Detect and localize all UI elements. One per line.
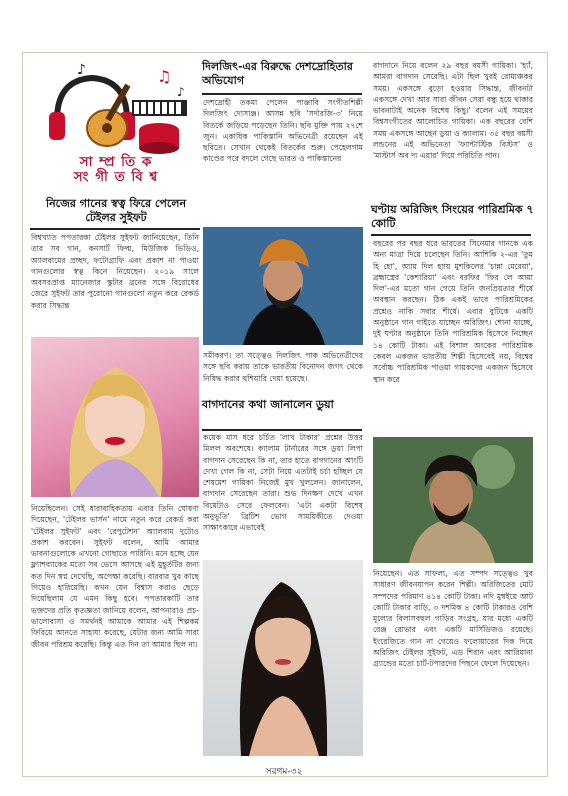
headline-divider [371,234,531,236]
arijit-intro-text: বছরের পর বছর ধরে ভারতের সিনেমার গানকে এক অন্য মাত্রা দিয়ে চলেছেন তিনি। আশিকি ২-এর 'তুম হি হো', অ্যায় দিল হ্যায় মুশকিলের 'চান্না মেরেয়া', ব্রহ্মাস্ত্রের 'কেশারিয়া' এবং বরফির 'ফির লে আয়া দিল'-এর মতো গান গেয়ে তিনি জনপ্রিয়তার শীর্ষে অবস্থান করছেন। ঠিক একই ভাবে পারিশ্রমিকের প্রশ্নেও নাকি সবার শীর্ষে। এবার বুটিকে একটি অনুষ্ঠানে গান গাইতে যাচ্ছেন অরিজিৎ। শোনা যাচ্ছে, দুই ঘণ্টার অনুষ্ঠানে তিনি পারিশ্রমিক হিসেবে নিচ্ছেন ১৪ কোটি টাকা। এই বিশাল অংকের পারিশ্রমিক কেবল একজন ভারতীয় শিল্পী হিসেবেই নয়, বিশ্বের সর্বোচ্চ পারিশ্রমিক পাওয়া গায়কদের একজন হিসেবে স্থান করে [373,239,533,384]
svg-text:♪: ♪ [77,62,86,78]
headline-divider [202,429,362,431]
svg-text:♫: ♫ [157,67,172,86]
section-title-line1: সা ম্প্র তি ক [79,154,153,170]
diljit-continued-text: সমীকরণ। তা সত্ত্বেও দিলজিৎ পাক অভিনেত্রীদের সঙ্গে ছবি করায় তাকে ভারতীয় বিনোদন জগৎ থেকে নিষিদ্ধ করার হুশিয়ারি দেয়া হয়েছে। [203,351,363,383]
diljit-intro [203,97,363,221]
taylor-intro-text: বিশ্বখ্যাত পপতারকা টেইলর সুইফট জানিয়েছেন, তিনি তার সব গান, কনসার্ট ফিল্ম, মিউজিক ভিডিও, অ্যালবামের প্রচ্ছদ, ফটোগ্রাফি এবং প্রকাশ না পাওয়া গানগুলোর স্বত্ব কিনে নিয়েছেন। ২০১৯ সালে অবসরপ্রাপ্ত ম্যানেজার স্কুটার ব্রনের সঙ্গে বিরোধের জেরে সুইফট তার পুরোনো গানগুলো নতুন করে রেকর্ড করার সিদ্ধান্ত [31,233,199,310]
diljit-intro-text: দেশদ্রোহী তকমা পেলেন পাঞ্জাবি সংগীতশিল্পী দিলজিৎ দোসাঞ্জ। আসন্ন ছবি 'সর্দারজি-৩' নিয়ে বিতর্কে জড়িয়ে পড়েছেন তিনি। ছবি মুক্তি পায় ২৭শে জুন। একাধিক পাকিস্তানি অভিনেত্রী রয়েছেন এই ছবিতে। সেখান থেকেই বিতর্কের শুরু। পেহেলগাম কাণ্ডের পরে বদলে গেছে ভারত ও পাকিস্তানের [203,98,363,164]
dua-continued [373,60,533,196]
dua-intro-text: কয়েক মাস ধরে চর্চিত 'লাখ টাকার' প্রশ্নের উত্তর মিলল অবশেষে। ক্যালাম টার্নারের সঙ্গে ডুয়া লিপা বাগদান সেরেছেন কি না, তার হাতে বাগদানের আংটি দেখা গেল কি না, সেটা নিয়ে এতটাই চর্চা হচ্ছিল যে শেষমেশ গায়িকা নিজেই মুখ খুললেন। জানালেন, বাগদান সেরেছেন তারা। শুভ দিনক্ষণ দেখে এখন বিয়েটাও সেরে ফেলবেন। 'এটা একটা বিশেষ অনুভূতি' ব্রিটিশ ভোগ সাময়িকীতে দেওয়া সাক্ষাৎকারে এভাবেই [203,433,363,533]
arijit-continued [373,568,533,758]
taylor-swift-photo [31,337,199,497]
dua-headline: বাগদানের কথা জানালেন ডুয়া [202,398,334,411]
taylor-intro [31,232,199,334]
taylor-continued [31,503,199,758]
taylor-continued-text: নিয়েছিলেন। সেই ধারাবাহিকতায় এবার তিনি ঘোষণা দিয়েছেন, 'টেইলর ভার্সন' নামে নতুন করে রেকর্ড করা 'টেইলর সুইফট' এবং 'রেপুটেশন' অ্যালবাম দুটোও প্রকাশ করবেন। সুইফট বলেন, আমি আমার ভাবনাগুলোকে এখনো গোছাতে পারিনি। মনে হচ্ছে যেন ফ্ল্যাশব্যাকের মতো সব ভেসে আসছে এই মুহূর্তটির জন্য কত দিন স্বপ্ন দেখেছি, অপেক্ষা করেছি। বারবার খুব কাছে গিয়েও হারিয়েছি। কখন যেন বিশ্বাস করাও ছেড়ে দিয়েছিলাম যে এমন কিছু হবে। পপতারকাটি তার ভক্তদের প্রতি কৃতজ্ঞতা জানিয়ে বলেন, আপনারাও প্রচ- ভালোবাসা ও সমর্থনই আমাকে আমার এই শিল্পকর্ম ফিরিয়ে আনতে সাহায্য করেছে, যেটার জন্য আমি সারা জীবন পরিশ্রম করেছি। কিন্তু এত দিন তা আমার ছিল না। [31,504,199,649]
section-title [37,155,195,185]
page-number: সরগম-৩২ [265,767,303,777]
headline-divider [30,228,200,230]
taylor-headline: নিজের গানের স্বত্ব ফিরে পেলেন টেইলর সুইফট [45,197,187,224]
arijit-headline: ঘণ্টায় অরিজিৎ সিংয়ের পারিশ্রমিক ৭ কোটি [371,203,534,230]
svg-text:♪: ♪ [177,85,185,99]
dua-intro [203,432,363,556]
dua-lipa-photo [203,560,363,756]
section-title-line2: সং গী ত বি শ্ব [73,169,159,185]
headline-divider [202,93,362,95]
diljit-photo [203,227,363,345]
instruments-illustration [37,60,195,155]
arijit-singh-photo [373,437,533,563]
arijit-intro [373,238,533,432]
diljit-continued [203,350,363,395]
arijit-continued-text: নিয়েছেন। এত সাফল্য, এত সম্পদ সত্ত্বেও খুব সাধারণ জীবনযাপন করেন শিল্পী। অরিজিতের মোট সম্পদের পরিমাণ ৪১৪ কোটি টাকা। নদি মুম্বইয়ে আট কোটি টাকার বাড়ি, ৩ দশমিক ৪ কোটি টাকারও বেশি মূল্যের বিলাসবহুল গাড়ির সংগ্রহ, যার মধ্যে একটি রেঞ্জ রোভার এবং একটি মার্সিডিজও রয়েছে। ইংরেজিতে গান না গেয়েও ফলোয়ারের দিক দিয়ে অরিজিৎ টেইলর সুইফট, এড শিরান এবং আরিয়ানা গ্র্যান্ডের মতো চার্ট-টপারদের পিছনে ফেলে দিয়েছেন। [373,569,533,669]
dua-continued-text: বাগদানে নিয়ে বলেন ২৯ বছর বয়সী গায়িকা। 'হ্যাঁ, আমরা বাগদান সেরেছি। এটা ছিল খুবই রোমাঞ্চকর সময়। একসঙ্গে বুড়ো হওয়ার সিদ্ধান্ত, জীবনটা একসঙ্গে দেখা আর সারা জীবন সেরা বন্ধু হয়ে থাকার ভাবনাটাই অনেক বিশেষ কিছু।' বলেন এই সময়ের বিশ্বসংগীতের আলোচিত গায়িকা। এক বছরের বেশি সময় একসঙ্গে আছেন ডুয়া ও ক্যালাম। ৩৫ বছর বয়সী লন্ডনের এই অভিনেতা 'ফ্যান্টাস্টিক বিস্টস' ও 'মাস্টার্স অব দ্য এয়ার' দিয়ে পরিচিতি পান। [373,61,533,161]
diljit-headline: দিলজিৎ-এর বিরুদ্ধে দেশদ্রোহিতার অভিযোগ [202,60,353,87]
